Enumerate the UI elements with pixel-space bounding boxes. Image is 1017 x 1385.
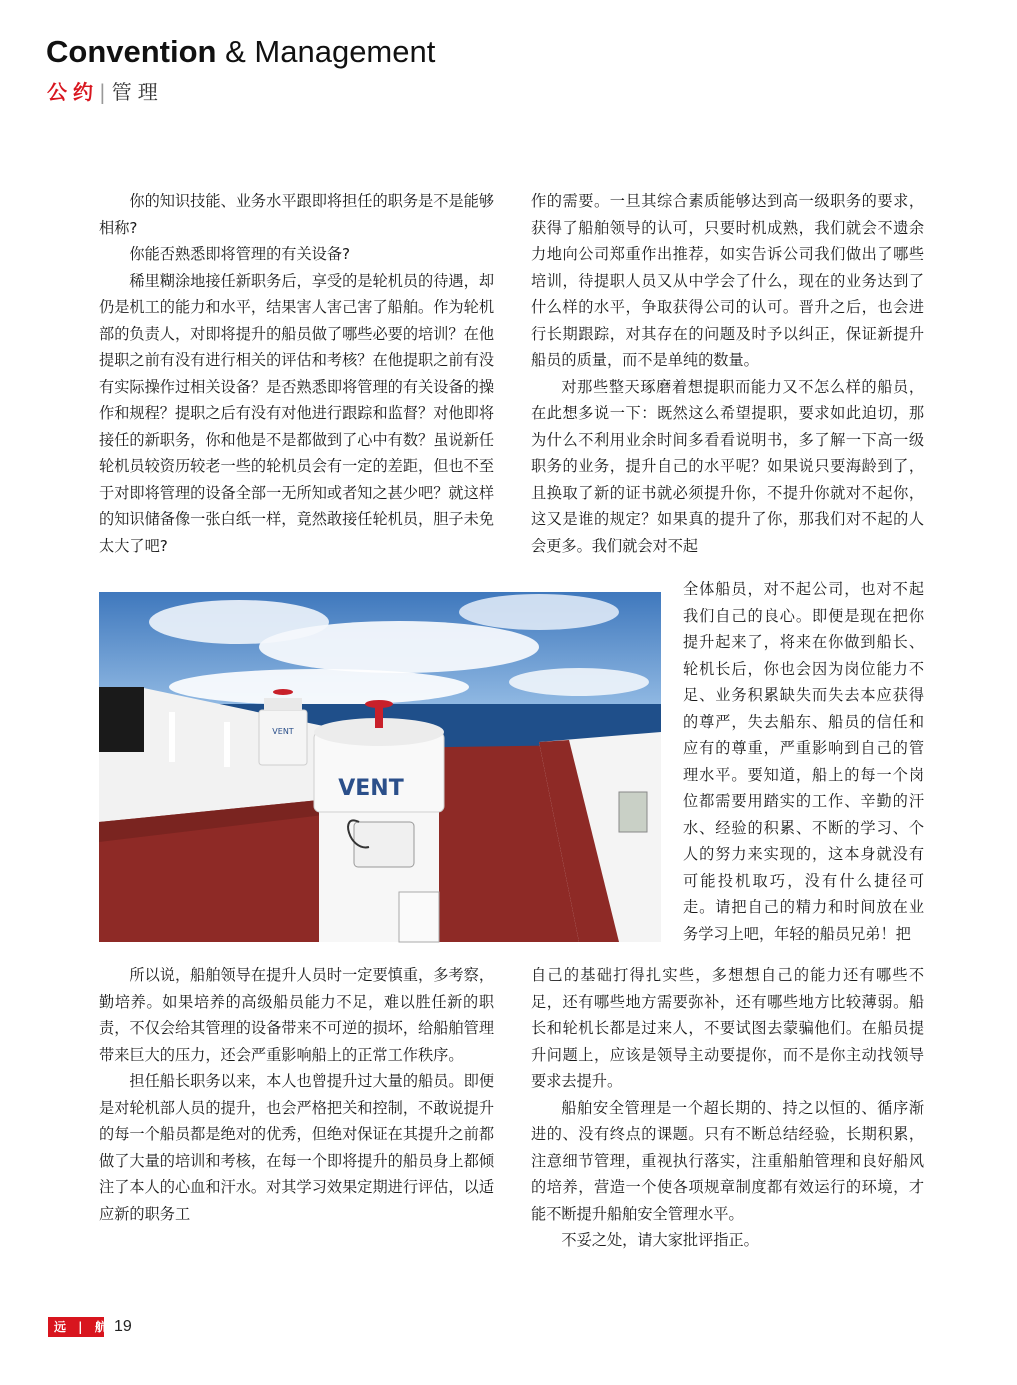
paragraph: 稀里糊涂地接任新职务后，享受的是轮机员的待遇，却仍是机工的能力和水平，结果害人害己害了船舶。作为轮机部的负责人，对即将提升的船员做了哪些必要的培训？在他提职之前有没有进行相关的评估和考核？在他提职之前有没有实际操作过相关设备？是否熟悉即将管理的有关设备的操作和规程？提职之后有没有对他进行跟踪和监督？对他即将接任的新职务，你和他是不是都做到了心中有数？虽说新任轮机员较资历较老一些的轮机员会有一定的差距，但也不至于对即将管理的设备全部一无所知或者知之甚少吧？就这样的知识储备像一张白纸一样，竟然敢接任轮机员，胆子未免太大了吧?: [99, 271, 494, 555]
paragraph: 全体船员，对不起公司，也对不起我们自己的良心。即便是现在把你提升起来了，将来在你做到船长、轮机长后，你也会因为岗位能力不足、业务积累缺失而失去本应获得的尊严，失去船东、船员的信任和应有的尊重，严重影响到自己的管理水平。要知道，船上的每一个岗位都需要用踏实的工作、辛勤的汗水、经验的积累、不断的学习、个人的努力来实现的，这本身就没有可能投机取巧，没有什么捷径可走。请把自己的精力和时间放在业务学习上吧，年轻的船员兄弟！把: [683, 580, 924, 943]
paragraph: 你的知识技能、业务水平跟即将担任的职务是不是能够相称?: [99, 192, 494, 237]
page-footer: [48, 1316, 132, 1338]
section-subtitle-red: 公约: [47, 80, 99, 104]
paragraph: 你能否熟悉即将管理的有关设备?: [129, 245, 351, 263]
paragraph: 不妥之处，请大家批评指正。: [561, 1231, 759, 1249]
article-right-column-top: [531, 188, 924, 559]
section-subtitle-separator: |: [99, 80, 106, 104]
paragraph: 担任船长职务以来，本人也曾提升过大量的船员。即便是对轮机部人员的提升，也会严格把关和控制，不敢说提升的每一个船员都是绝对的优秀，但绝对保证在其提升之前都做了大量的培训和考核，在每一个即将提升的船员身上都倾注了本人的心血和汗水。对其学习效果定期进行评估，以适应新的职务工: [99, 1072, 494, 1223]
article-left-column-bottom: [99, 962, 494, 1227]
paragraph: 所以说，船舶领导在提升人员时一定要慎重，多考察，勤培养。如果培养的高级船员能力不足，难以胜任新的职责，不仅会给其管理的设备带来不可逆的损坏，给船舶管理带来巨大的压力，还会严重影响船上的正常工作秩序。: [99, 966, 494, 1064]
section-title: [46, 32, 435, 72]
section-subtitle-gray: 管理: [111, 80, 164, 104]
vent-label-small: VENT: [272, 727, 294, 736]
paragraph: 船舶安全管理是一个超长期的、持之以恒的、循序渐进的、没有终点的课题。只有不断总结经验，长期积累，注意细节管理，重视执行落实，注重船舶管理和良好船风的培养，营造一个使各项规章制度都有效运行的环境，才能不断提升船舶安全管理水平。: [531, 1098, 924, 1223]
paragraph: 自己的基础打得扎实些，多想想自己的能力还有哪些不足，还有哪些地方需要弥补，还有哪些地方比较薄弱。船长和轮机长都是过来人，不要试图去蒙骗他们。在船员提升问题上，应该是领导主动要提你，而不是你主动找领导要求去提升。: [531, 966, 924, 1090]
section-subtitle: [47, 78, 164, 106]
article-right-column-wrap: [683, 576, 924, 947]
article-right-column-bottom: [531, 962, 924, 1254]
article-left-column-top: [99, 188, 494, 559]
section-title-rest: & Management: [216, 34, 436, 69]
paragraph: 作的需要。一旦其综合素质能够达到高一级职务的要求，获得了船舶领导的认可，只要时机成熟，我们就会不遗余力地向公司郑重作出推荐，如实告诉公司我们做出了哪些培训，待提职人员又从中学会了什么，现在的业务达到了什么样的水平，争取获得公司的认可。晋升之后，也会进行长期跟踪，对其存在的问题及时予以纠正，保证新提升船员的质量，而不是单纯的数量。: [531, 192, 924, 369]
section-title-bold: Convention: [46, 34, 217, 69]
page-number: 19: [114, 1318, 132, 1335]
vent-label-large: VENT: [338, 776, 404, 801]
paragraph: 对那些整天琢磨着想提职而能力又不怎么样的船员，在此想多说一下：既然这么希望提职，要求如此迫切，那为什么不利用业余时间多看看说明书，多了解一下高一级职务的业务，提升自己的水平呢？如果说只要海龄到了，且换取了新的证书就必须提升你，不提升你就对不起你，这又是谁的规定？如果真的提升了你，那我们对不起的人会更多。我们就会对不起: [531, 377, 924, 555]
ship-deck-photo: [99, 592, 661, 942]
magazine-tag: 远 | 航: [48, 1317, 104, 1337]
